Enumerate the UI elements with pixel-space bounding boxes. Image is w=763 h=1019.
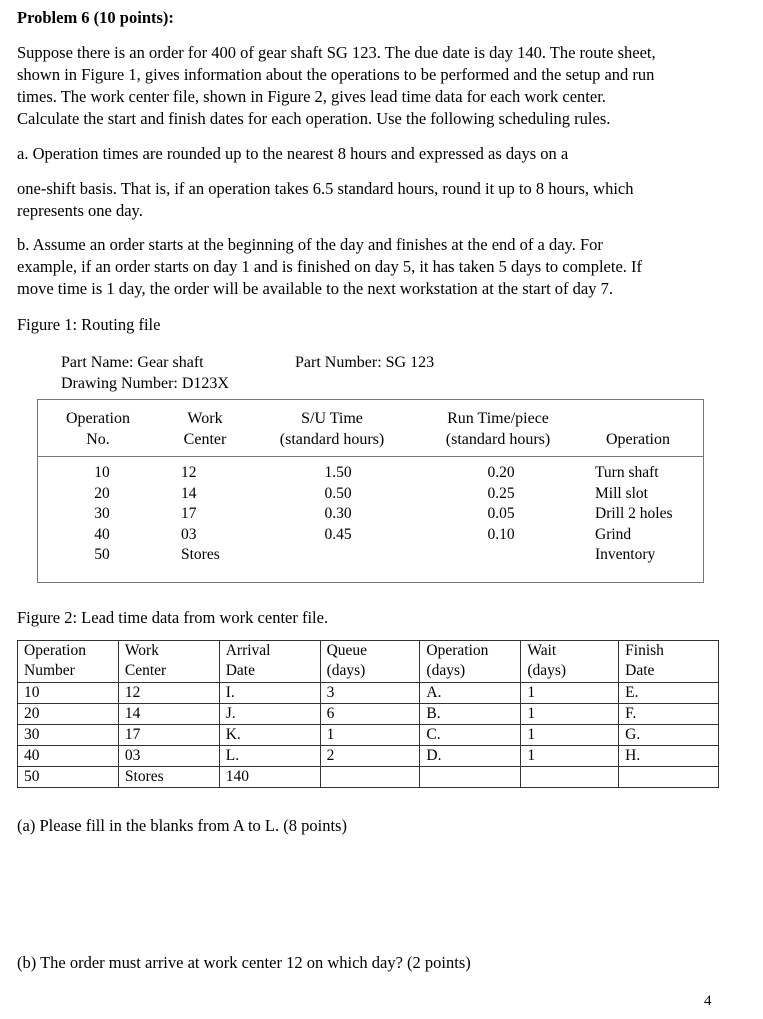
routing-col-su-time — [313, 463, 363, 545]
problem-title: Problem 6 (10 points): — [17, 8, 174, 27]
figure1-caption: Figure 1: Routing file — [17, 315, 161, 334]
table-cell: K. — [219, 725, 320, 746]
routing-cell: 1.50 — [324, 464, 352, 481]
table-row — [18, 767, 719, 788]
routing-cell: 30 — [94, 505, 110, 522]
routing-cell: 0.10 — [487, 525, 515, 543]
table-cell — [619, 767, 719, 788]
table-cell: A. — [420, 683, 521, 704]
table-cell: 14 — [118, 704, 219, 725]
routing-cell: Stores — [181, 546, 220, 563]
table-cell: C. — [420, 725, 521, 746]
routing-cell: Grind — [595, 525, 632, 543]
table-cell: 12 — [118, 683, 219, 704]
table-cell: 30 — [18, 725, 119, 746]
routing-col-work-center — [181, 463, 251, 566]
table-row — [18, 683, 719, 704]
table-cell: H. — [619, 746, 719, 767]
rule-a-rest — [17, 178, 752, 222]
table-cell — [420, 767, 521, 788]
routing-col-run-time — [476, 463, 526, 545]
routing-cell: 14 — [181, 484, 197, 502]
table-cell: 1 — [320, 725, 420, 746]
routing-cell: 20 — [94, 484, 110, 502]
table-row — [18, 704, 719, 725]
table-cell: 40 — [18, 746, 119, 767]
table-cell: Stores — [118, 767, 219, 788]
table-cell: 3 — [320, 683, 420, 704]
lead-time-header-row — [18, 641, 719, 683]
rule-a-line: represents one day. — [17, 201, 143, 220]
table-cell: 10 — [18, 683, 119, 704]
routing-col-description — [595, 463, 700, 566]
rule-b-line: example, if an order starts on day 1 and is finished on day 5, it has taken 5 days to complete. If — [17, 257, 643, 276]
rule-a-line: one-shift basis. That is, if an operation takes 6.5 standard hours, round it up to 8 hours, which — [17, 179, 634, 198]
routing-cell: 50 — [94, 546, 110, 563]
intro-paragraph — [17, 42, 752, 130]
routing-header-divider — [37, 456, 704, 457]
question-a: (a) Please fill in the blanks from A to L. (8 points) — [17, 816, 347, 835]
routing-header-su-time: S/U Time (standard hours) — [279, 410, 385, 448]
table-cell: D. — [420, 746, 521, 767]
table-cell: 1 — [521, 725, 619, 746]
figure2-caption: Figure 2: Lead time data from work center file. — [17, 608, 329, 627]
rule-a-first: a. Operation times are rounded up to the nearest 8 hours and expressed as days on a — [17, 144, 569, 163]
table-cell: 50 — [18, 767, 119, 788]
table-cell — [521, 767, 619, 788]
table-cell: I. — [219, 683, 320, 704]
routing-header-run-time: Run Time/piece (standard hours) — [445, 410, 551, 448]
table-cell: F. — [619, 704, 719, 725]
routing-header-description: Operation — [606, 431, 670, 448]
routing-cell: Turn shaft — [595, 464, 659, 481]
routing-cell: 10 — [94, 464, 110, 481]
rule-b-line: b. Assume an order starts at the beginning of the day and finishes at the end of a day. For — [17, 235, 603, 254]
part-name: Part Name: Gear shaft — [61, 354, 204, 371]
table-cell: J. — [219, 704, 320, 725]
intro-line: shown in Figure 1, gives information about the operations to be performed and the setup and run — [17, 65, 655, 84]
routing-cell: 40 — [94, 525, 110, 543]
header-cell: Wait (days) — [521, 641, 619, 683]
routing-cell: Mill slot — [595, 484, 648, 502]
intro-line: Calculate the start and finish dates for each operation. Use the following scheduling rules. — [17, 109, 611, 128]
rule-b — [17, 234, 752, 300]
routing-cell: 0.05 — [487, 505, 515, 522]
table-cell: 1 — [521, 746, 619, 767]
part-number: Part Number: SG 123 — [295, 354, 435, 371]
table-cell: 6 — [320, 704, 420, 725]
routing-cell: 03 — [181, 525, 197, 543]
routing-cell: Inventory — [595, 546, 656, 563]
table-row — [18, 746, 719, 767]
table-row — [18, 725, 719, 746]
table-cell: 17 — [118, 725, 219, 746]
page-number: 4 — [704, 993, 712, 1009]
routing-cell: 0.50 — [324, 484, 352, 502]
lead-time-table — [17, 640, 719, 788]
routing-header-work-center: Work Center — [183, 410, 227, 448]
table-cell: E. — [619, 683, 719, 704]
routing-cell: Drill 2 holes — [595, 505, 673, 522]
routing-cell: 0.45 — [324, 525, 352, 543]
routing-cell: 0.30 — [324, 505, 352, 522]
rule-b-line: move time is 1 day, the order will be available to the next workstation at the start of day 7. — [17, 279, 613, 298]
table-cell: G. — [619, 725, 719, 746]
intro-line: Suppose there is an order for 400 of gear shaft SG 123. The due date is day 140. The route sheet, — [17, 43, 656, 62]
routing-cell: 12 — [181, 464, 197, 481]
routing-cell: 0.25 — [487, 484, 515, 502]
header-cell: Queue (days) — [320, 641, 420, 683]
table-cell: 140 — [219, 767, 320, 788]
routing-cell: 0.20 — [487, 464, 515, 481]
table-cell: 2 — [320, 746, 420, 767]
table-cell: L. — [219, 746, 320, 767]
routing-col-operation — [82, 463, 122, 566]
table-cell: 20 — [18, 704, 119, 725]
table-cell: 03 — [118, 746, 219, 767]
table-cell: B. — [420, 704, 521, 725]
header-cell: Arrival Date — [219, 641, 320, 683]
header-cell: Work Center — [118, 641, 219, 683]
drawing-number: Drawing Number: D123X — [61, 375, 229, 392]
header-cell: Operation (days) — [420, 641, 521, 683]
routing-cell: 17 — [181, 505, 197, 522]
intro-line: times. The work center file, shown in Figure 2, gives lead time data for each work center. — [17, 87, 606, 106]
routing-header-operation: Operation No. — [66, 410, 130, 448]
header-cell: Operation Number — [18, 641, 119, 683]
table-cell: 1 — [521, 683, 619, 704]
question-b: (b) The order must arrive at work center 12 on which day? (2 points) — [17, 953, 471, 972]
table-cell: 1 — [521, 704, 619, 725]
table-cell — [320, 767, 420, 788]
header-cell: Finish Date — [619, 641, 719, 683]
